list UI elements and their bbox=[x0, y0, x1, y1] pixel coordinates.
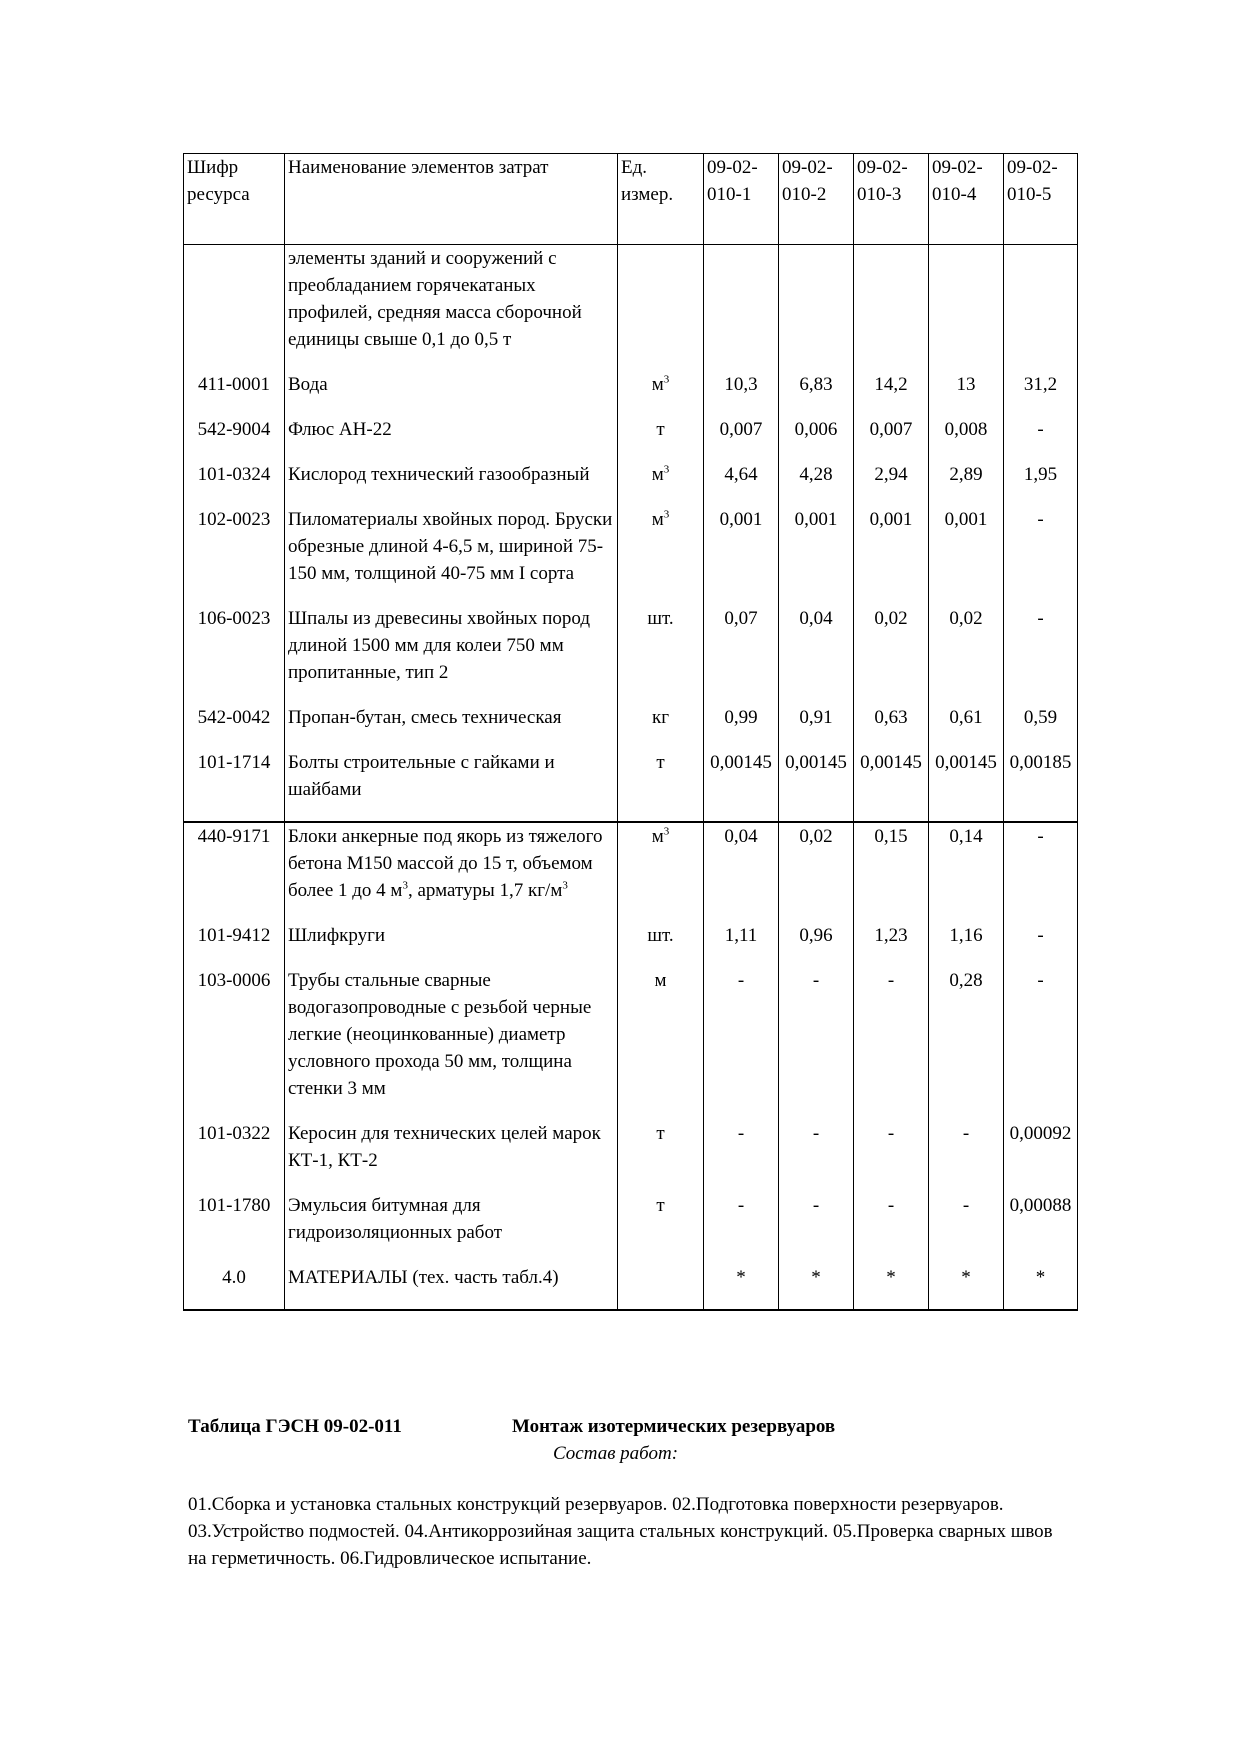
value: 0,001 bbox=[794, 509, 838, 530]
resource-name: Блоки анкерные под якорь из тяжелого бетона М150 массой до 15 т, объемом более 1 до 4 $м^3$, арматуры 1,7 $кг/м^3$ bbox=[285, 822, 618, 922]
value: 0,91 bbox=[799, 707, 833, 728]
resource-name: Вода bbox=[285, 371, 618, 416]
value-cell bbox=[704, 461, 779, 506]
value: 0,001 bbox=[719, 509, 763, 530]
unit-superscript: 3 bbox=[663, 825, 670, 838]
value: - bbox=[887, 1123, 895, 1144]
value-cell bbox=[854, 704, 929, 749]
value: * bbox=[811, 1267, 821, 1288]
value: 0,59 bbox=[1023, 707, 1058, 728]
column-header: Наименование элементов затрат bbox=[285, 154, 618, 245]
value-cell bbox=[779, 371, 854, 416]
unit-text: шт. bbox=[647, 925, 674, 946]
value-cell bbox=[929, 461, 1004, 506]
value: 0,00092 bbox=[1009, 1123, 1072, 1144]
unit bbox=[618, 967, 704, 1120]
value-cell bbox=[929, 605, 1004, 704]
value-cell bbox=[779, 749, 854, 822]
value: - bbox=[887, 970, 895, 991]
resource-code bbox=[184, 245, 285, 372]
value-cell bbox=[1004, 1192, 1078, 1264]
value-cell bbox=[854, 1192, 929, 1264]
unit-superscript: 3 bbox=[663, 463, 670, 476]
value-cell bbox=[704, 922, 779, 967]
table-id: Таблица ГЭСН 09-02-011 bbox=[188, 1416, 402, 1437]
table-row bbox=[184, 704, 1078, 749]
value: 1,23 bbox=[874, 925, 908, 946]
value-cell bbox=[1004, 1264, 1078, 1310]
unit-text: м bbox=[651, 509, 664, 530]
resource-name: Шлифкруги bbox=[285, 922, 618, 967]
table-row bbox=[184, 245, 1078, 372]
value-cell bbox=[779, 922, 854, 967]
value-cell bbox=[704, 822, 779, 922]
value-cell bbox=[704, 245, 779, 372]
resource-code: 103-0006 bbox=[184, 967, 285, 1120]
value-cell bbox=[1004, 245, 1078, 372]
unit bbox=[618, 371, 704, 416]
value-cell bbox=[779, 461, 854, 506]
value: 14,2 bbox=[874, 374, 908, 395]
section-subtitle: Состав работ: bbox=[553, 1443, 679, 1464]
value-cell bbox=[854, 506, 929, 605]
value: 0,02 bbox=[874, 608, 908, 629]
column-header: 09-02-010-1 bbox=[704, 154, 779, 245]
value: 0,007 bbox=[719, 419, 763, 440]
table-row bbox=[184, 822, 1078, 922]
column-header: 09-02-010-5 bbox=[1004, 154, 1078, 245]
value-cell bbox=[779, 416, 854, 461]
value-cell bbox=[854, 922, 929, 967]
value: 0,99 bbox=[724, 707, 758, 728]
value: * bbox=[961, 1267, 971, 1288]
unit bbox=[618, 1264, 704, 1310]
table-row bbox=[184, 1264, 1078, 1310]
value-cell bbox=[854, 371, 929, 416]
value: * bbox=[1035, 1267, 1046, 1288]
value: 0,00088 bbox=[1009, 1195, 1072, 1216]
value-cell bbox=[929, 506, 1004, 605]
value: 0,001 bbox=[944, 509, 988, 530]
value: - bbox=[1037, 608, 1044, 629]
value: 13 bbox=[956, 374, 976, 395]
value-cell bbox=[929, 704, 1004, 749]
unit bbox=[618, 461, 704, 506]
value-cell bbox=[929, 245, 1004, 372]
unit bbox=[618, 245, 704, 372]
resource-code: 101-9412 bbox=[184, 922, 285, 967]
unit bbox=[618, 416, 704, 461]
value-cell bbox=[929, 749, 1004, 822]
value: - bbox=[812, 1195, 820, 1216]
resource-code: 102-0023 bbox=[184, 506, 285, 605]
value-cell bbox=[854, 461, 929, 506]
unit-superscript: 3 bbox=[663, 373, 670, 386]
value-cell bbox=[929, 371, 1004, 416]
resource-code: 4.0 bbox=[184, 1264, 285, 1310]
resource-name: Пиломатериалы хвойных пород. Бруски обрезные длиной 4-6,5 м, шириной 75-150 мм, толщиной 40-75 мм I сорта bbox=[285, 506, 618, 605]
table-row bbox=[184, 1120, 1078, 1192]
resource-name: Болты строительные с гайками и шайбами bbox=[285, 749, 618, 822]
value: 0,04 bbox=[724, 826, 758, 847]
value-cell bbox=[704, 605, 779, 704]
value-cell bbox=[929, 822, 1004, 922]
value: 31,2 bbox=[1023, 374, 1058, 395]
table-row bbox=[184, 967, 1078, 1120]
value-cell bbox=[1004, 506, 1078, 605]
unit bbox=[618, 704, 704, 749]
value-cell bbox=[1004, 922, 1078, 967]
value: 0,00145 bbox=[785, 752, 847, 773]
value-cell bbox=[854, 749, 929, 822]
unit-text: м bbox=[654, 970, 667, 991]
value-cell bbox=[704, 967, 779, 1120]
resource-name: Кислород технический газообразный bbox=[285, 461, 618, 506]
unit-text: шт. bbox=[647, 608, 674, 629]
value-cell bbox=[1004, 967, 1078, 1120]
value: - bbox=[737, 1195, 745, 1216]
section-title: Монтаж изотермических резервуаров bbox=[512, 1416, 836, 1437]
value-cell bbox=[1004, 461, 1078, 506]
resource-code: 101-1780 bbox=[184, 1192, 285, 1264]
unit bbox=[618, 922, 704, 967]
value: 1,16 bbox=[949, 925, 983, 946]
value-cell bbox=[1004, 1120, 1078, 1192]
value-cell bbox=[704, 416, 779, 461]
value-cell bbox=[1004, 704, 1078, 749]
value-cell bbox=[704, 371, 779, 416]
value-cell bbox=[1004, 371, 1078, 416]
unit-text: м bbox=[651, 374, 664, 395]
work-composition: 01.Сборка и установка стальных конструкций резервуаров. 02.Подготовка поверхности резервуаров. 03.Устройство подмостей. 04.Антикоррозийная защита стальных конструкций. 05.Проверка сварных швов на герметичность. 06.Гидровлическое испытание. bbox=[188, 1494, 1053, 1569]
value-cell bbox=[779, 506, 854, 605]
resource-name: Трубы стальные сварные водогазопроводные с резьбой черные легкие (неоцинкованные) диаметр условного прохода 50 мм, толщина стенки 3 мм bbox=[285, 967, 618, 1120]
resource-code: 106-0023 bbox=[184, 605, 285, 704]
value-cell bbox=[929, 1264, 1004, 1310]
value-cell bbox=[929, 967, 1004, 1120]
value: - bbox=[1037, 925, 1044, 946]
value-cell bbox=[779, 1120, 854, 1192]
value-cell bbox=[929, 416, 1004, 461]
value: 0,96 bbox=[799, 925, 833, 946]
resource-code: 101-0322 bbox=[184, 1120, 285, 1192]
value: 0,006 bbox=[794, 419, 838, 440]
unit-text: м bbox=[651, 826, 664, 847]
unit-text: т bbox=[656, 419, 665, 440]
value: - bbox=[1037, 419, 1044, 440]
value-cell bbox=[779, 1264, 854, 1310]
value-cell bbox=[854, 1120, 929, 1192]
value: - bbox=[737, 970, 745, 991]
value: - bbox=[1037, 970, 1044, 991]
resource-table bbox=[183, 153, 1078, 1311]
value: 0,00145 bbox=[710, 752, 772, 773]
unit bbox=[618, 605, 704, 704]
value-cell bbox=[779, 822, 854, 922]
value-cell bbox=[1004, 822, 1078, 922]
value-cell bbox=[1004, 749, 1078, 822]
resource-name: Керосин для технических целей марок КТ-1, КТ-2 bbox=[285, 1120, 618, 1192]
table-row bbox=[184, 605, 1078, 704]
value-cell bbox=[929, 1120, 1004, 1192]
table-row bbox=[184, 922, 1078, 967]
unit bbox=[618, 749, 704, 822]
value-cell bbox=[779, 967, 854, 1120]
value-cell bbox=[779, 605, 854, 704]
value-cell bbox=[704, 704, 779, 749]
unit-text: т bbox=[656, 1195, 665, 1216]
value-cell bbox=[854, 416, 929, 461]
value-cell bbox=[854, 605, 929, 704]
value: 0,00185 bbox=[1009, 752, 1072, 773]
resource-code: 101-1714 bbox=[184, 749, 285, 822]
value: 1,95 bbox=[1023, 464, 1058, 485]
value: - bbox=[887, 1195, 895, 1216]
value: - bbox=[812, 1123, 820, 1144]
table-row bbox=[184, 506, 1078, 605]
value-cell bbox=[854, 1264, 929, 1310]
resource-code: 411-0001 bbox=[184, 371, 285, 416]
value-cell bbox=[779, 704, 854, 749]
value-cell bbox=[1004, 605, 1078, 704]
value-cell bbox=[854, 967, 929, 1120]
value: 4,28 bbox=[799, 464, 833, 485]
resource-name: Эмульсия битумная для гидроизоляционных работ bbox=[285, 1192, 618, 1264]
value-cell bbox=[779, 245, 854, 372]
unit-text: т bbox=[656, 752, 665, 773]
unit-text: м bbox=[651, 464, 664, 485]
column-header: 09-02-010-4 bbox=[929, 154, 1004, 245]
value: - bbox=[1037, 509, 1044, 530]
resource-code: 440-9171 bbox=[184, 822, 285, 922]
column-header: Ед. измер. bbox=[618, 154, 704, 245]
unit bbox=[618, 1192, 704, 1264]
resource-code: 101-0324 bbox=[184, 461, 285, 506]
value: - bbox=[737, 1123, 745, 1144]
value: 0,001 bbox=[869, 509, 913, 530]
table-row bbox=[184, 371, 1078, 416]
value: 2,94 bbox=[874, 464, 908, 485]
resource-code: 542-9004 bbox=[184, 416, 285, 461]
value-cell bbox=[779, 1192, 854, 1264]
resource-name: Флюс АН-22 bbox=[285, 416, 618, 461]
value: 0,02 bbox=[949, 608, 983, 629]
resource-code: 542-0042 bbox=[184, 704, 285, 749]
value-cell bbox=[704, 1264, 779, 1310]
value-cell bbox=[854, 245, 929, 372]
resource-name: Шпалы из древесины хвойных пород длиной 1500 мм для колеи 750 мм пропитанные, тип 2 bbox=[285, 605, 618, 704]
value: 1,11 bbox=[724, 925, 758, 946]
value: - bbox=[1037, 826, 1044, 847]
resource-name: МАТЕРИАЛЫ (тех. часть табл.4) bbox=[285, 1264, 618, 1310]
column-header: 09-02-010-2 bbox=[779, 154, 854, 245]
unit-text: т bbox=[656, 1123, 665, 1144]
value: 0,61 bbox=[949, 707, 983, 728]
value: * bbox=[886, 1267, 896, 1288]
value-cell bbox=[704, 506, 779, 605]
column-header: Шифр ресурса bbox=[184, 154, 285, 245]
value: 0,008 bbox=[944, 419, 988, 440]
resource-name: Пропан-бутан, смесь техническая bbox=[285, 704, 618, 749]
unit-text: кг bbox=[651, 707, 670, 728]
value: 0,007 bbox=[869, 419, 913, 440]
value-cell bbox=[704, 1120, 779, 1192]
value-cell bbox=[929, 1192, 1004, 1264]
value: - bbox=[812, 970, 820, 991]
value: 4,64 bbox=[724, 464, 758, 485]
unit bbox=[618, 822, 704, 922]
value: 0,00145 bbox=[935, 752, 997, 773]
table-row bbox=[184, 749, 1078, 822]
unit bbox=[618, 1120, 704, 1192]
value: 0,00145 bbox=[860, 752, 922, 773]
value: * bbox=[736, 1267, 746, 1288]
value: 6,83 bbox=[799, 374, 833, 395]
value: - bbox=[962, 1123, 970, 1144]
resource-name: элементы зданий и сооружений с преобладанием горячекатаных профилей, средняя масса сборочной единицы свыше 0,1 до 0,5 т bbox=[285, 245, 618, 372]
value: 0,07 bbox=[724, 608, 758, 629]
value-cell bbox=[704, 1192, 779, 1264]
value-cell bbox=[1004, 416, 1078, 461]
value: - bbox=[962, 1195, 970, 1216]
value-cell bbox=[929, 922, 1004, 967]
table-row bbox=[184, 461, 1078, 506]
value: 2,89 bbox=[949, 464, 983, 485]
unit bbox=[618, 506, 704, 605]
value: 0,28 bbox=[949, 970, 983, 991]
value: 0,02 bbox=[799, 826, 833, 847]
value: 0,63 bbox=[874, 707, 908, 728]
table-row bbox=[184, 1192, 1078, 1264]
value: 0,04 bbox=[799, 608, 833, 629]
unit-superscript: 3 bbox=[663, 508, 670, 521]
column-header: 09-02-010-3 bbox=[854, 154, 929, 245]
value: 0,15 bbox=[874, 826, 908, 847]
value: 0,14 bbox=[949, 826, 983, 847]
value: 10,3 bbox=[724, 374, 758, 395]
table-row bbox=[184, 416, 1078, 461]
value-cell bbox=[704, 749, 779, 822]
value-cell bbox=[854, 822, 929, 922]
